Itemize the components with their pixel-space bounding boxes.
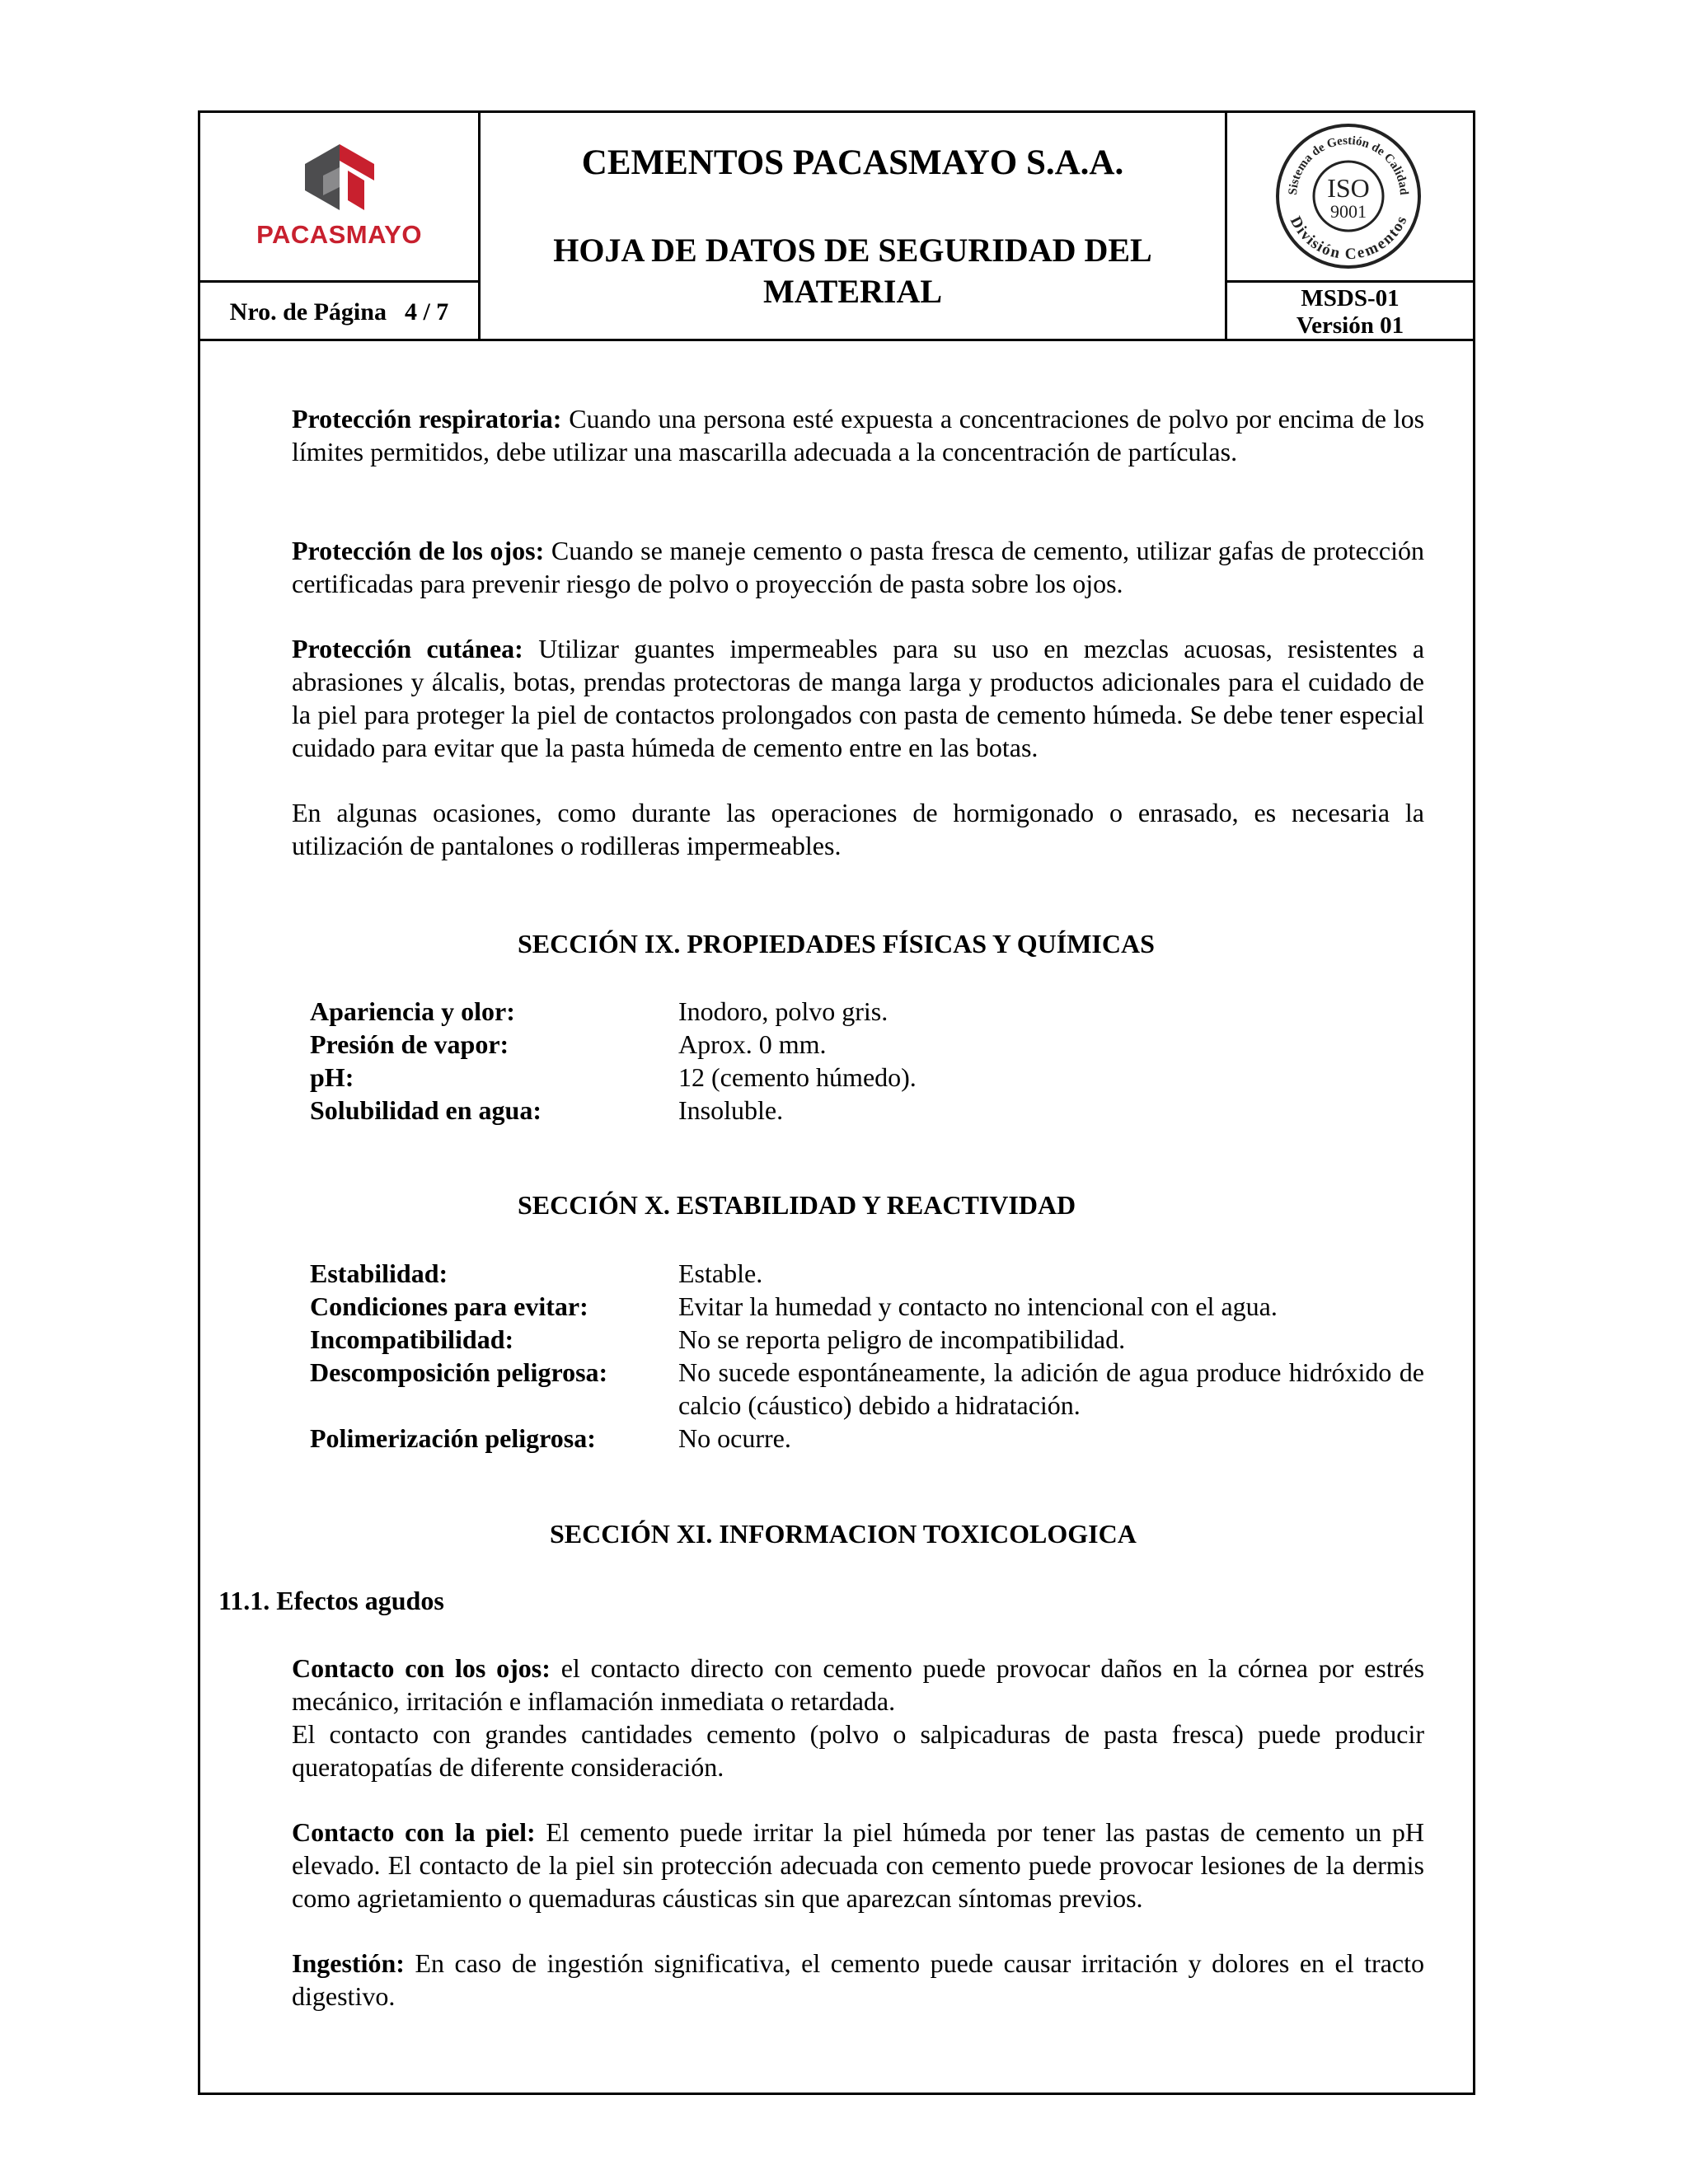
eye-contact-paragraph [292, 1652, 1424, 1718]
property-value: No ocurre. [678, 1423, 791, 1453]
ingestion-text: En caso de ingestión significativa, el cemento puede causar irritación y dolores en el tracto digestivo. [292, 1948, 1425, 2011]
property-row [310, 1094, 1424, 1127]
seal-number-text: 9001 [1330, 201, 1367, 222]
iso-9001-seal-icon [1273, 121, 1423, 271]
skin-protection-label: Protección cutánea: [292, 634, 523, 663]
page-number [200, 283, 478, 341]
respiratory-protection-text: Cuando una persona esté expuesta a concentraciones de polvo por encima de los límites permitidos, debe utilizar una mascarilla adecuada a la concentración de partículas. [292, 404, 1425, 466]
eye-protection-text: Cuando se maneje cemento o pasta fresca de cemento, utilizar gafas de protección certificadas para prevenir riesgo de polvo o proyección de pasta sobre los ojos. [292, 536, 1425, 598]
property-label: Incompatibilidad: [310, 1324, 514, 1354]
property-value: Evitar la humedad y contacto no intencional con el agua. [678, 1291, 1278, 1321]
pacasmayo-logo-icon [305, 144, 374, 210]
document-code: MSDS-01 [1301, 285, 1400, 312]
property-value: Aprox. 0 mm. [678, 1029, 827, 1059]
eye-contact-paragraph-continued: El contacto con grandes cantidades cemento (polvo o salpicaduras de pasta fresca) puede producir queratopatías de diferente consideración. [292, 1719, 1424, 1782]
skin-contact-paragraph [292, 1816, 1424, 1915]
section-x-title: SECCIÓN X. ESTABILIDAD Y REACTIVIDAD [518, 1190, 1076, 1220]
company-logo [200, 113, 478, 280]
property-label: Presión de vapor: [310, 1029, 509, 1059]
stability-list [310, 1257, 1424, 1455]
eye-protection-paragraph [292, 534, 1424, 600]
eye-protection-label: Protección de los ojos: [292, 536, 545, 565]
property-value: 12 (cemento húmedo). [678, 1062, 917, 1092]
document-title: HOJA DE DATOS DE SEGURIDAD DEL MATERIAL [553, 232, 1152, 310]
property-row [310, 1061, 1424, 1094]
property-value: No sucede espontáneamente, la adición de agua produce hidróxido de calcio (cáustico) debido a hidratación. [678, 1357, 1424, 1420]
eye-contact-label: Contacto con los ojos: [292, 1653, 551, 1683]
skin-contact-label: Contacto con la piel: [292, 1817, 536, 1847]
property-label: Apariencia y olor: [310, 996, 515, 1026]
logo-text: PACASMAYO [256, 220, 422, 249]
property-value: Inodoro, polvo gris. [678, 996, 889, 1026]
property-row [310, 995, 1424, 1028]
skin-protection-paragraph [292, 632, 1424, 764]
ingestion-paragraph [292, 1947, 1424, 2013]
eye-contact-text: el contacto directo con cemento puede provocar daños en la córnea por estrés mecánico, irritación e inflamación inmediata o retardada. [292, 1653, 1425, 1716]
property-row [310, 1356, 1424, 1422]
seal-top-text: Sistema de Gestión de Calidad [1286, 134, 1411, 196]
additional-protection-paragraph: En algunas ocasiones, como durante las operaciones de hormigonado o enrasado, es necesaria la utilización de pantalones o rodilleras impermeables. [292, 798, 1424, 860]
document-code-cell [1227, 283, 1473, 339]
property-row [310, 1290, 1424, 1323]
seal-cell [1227, 113, 1473, 280]
property-label: Polimerización peligrosa: [310, 1423, 596, 1453]
section-ix-title: SECCIÓN IX. PROPIEDADES FÍSICAS Y QUÍMICAS [518, 929, 1155, 958]
property-label: Condiciones para evitar: [310, 1291, 588, 1321]
document-version: Versión 01 [1296, 312, 1404, 339]
property-label: pH: [310, 1062, 354, 1092]
property-row [310, 1257, 1424, 1290]
page-number-value: 4 / 7 [404, 298, 449, 326]
physical-properties-list [310, 995, 1424, 1127]
respiratory-protection-label: Protección respiratoria: [292, 404, 562, 434]
property-row [310, 1028, 1424, 1061]
document-header [198, 110, 1475, 341]
skin-contact-text: El cemento puede irritar la piel húmeda por tener las pastas de cemento un pH elevado. El contacto de la piel sin protección adecuada con cemento puede provocar lesiones de la dermis como agrietamiento o quemaduras cáusticas sin que aparezcan síntomas previos. [292, 1817, 1425, 1913]
seal-iso-text: ISO [1327, 173, 1370, 203]
skin-protection-text: Utilizar guantes impermeables para su uso en mezclas acuosas, resistentes a abrasiones y álcalis, botas, prendas protectoras de manga larga y productos adicionales para el cuidado de la piel para proteger la piel de contactos prolongados con pasta de cemento húmeda. Se debe tener especial cuidado para evitar que la pasta húmeda de cemento entre en las botas. [292, 634, 1425, 762]
respiratory-protection-paragraph [292, 402, 1424, 468]
property-label: Solubilidad en agua: [310, 1095, 542, 1125]
property-label: Descomposición peligrosa: [310, 1357, 608, 1387]
property-label: Estabilidad: [310, 1258, 448, 1288]
property-row [310, 1323, 1424, 1356]
property-value: No se reporta peligro de incompatibilidad. [678, 1324, 1126, 1354]
company-name: CEMENTOS PACASMAYO S.A.A. [581, 143, 1124, 182]
page-number-label: Nro. de Página [229, 298, 387, 326]
section-xi-title: SECCIÓN XI. INFORMACION TOXICOLOGICA [550, 1519, 1137, 1549]
property-value: Insoluble. [678, 1095, 784, 1125]
property-value: Estable. [678, 1258, 763, 1288]
property-row [310, 1422, 1424, 1455]
title-cell [481, 113, 1225, 339]
acute-effects-heading: 11.1. Efectos agudos [218, 1586, 444, 1615]
ingestion-label: Ingestión: [292, 1948, 405, 1978]
seal-bottom-text: División Cementos [1286, 213, 1411, 263]
